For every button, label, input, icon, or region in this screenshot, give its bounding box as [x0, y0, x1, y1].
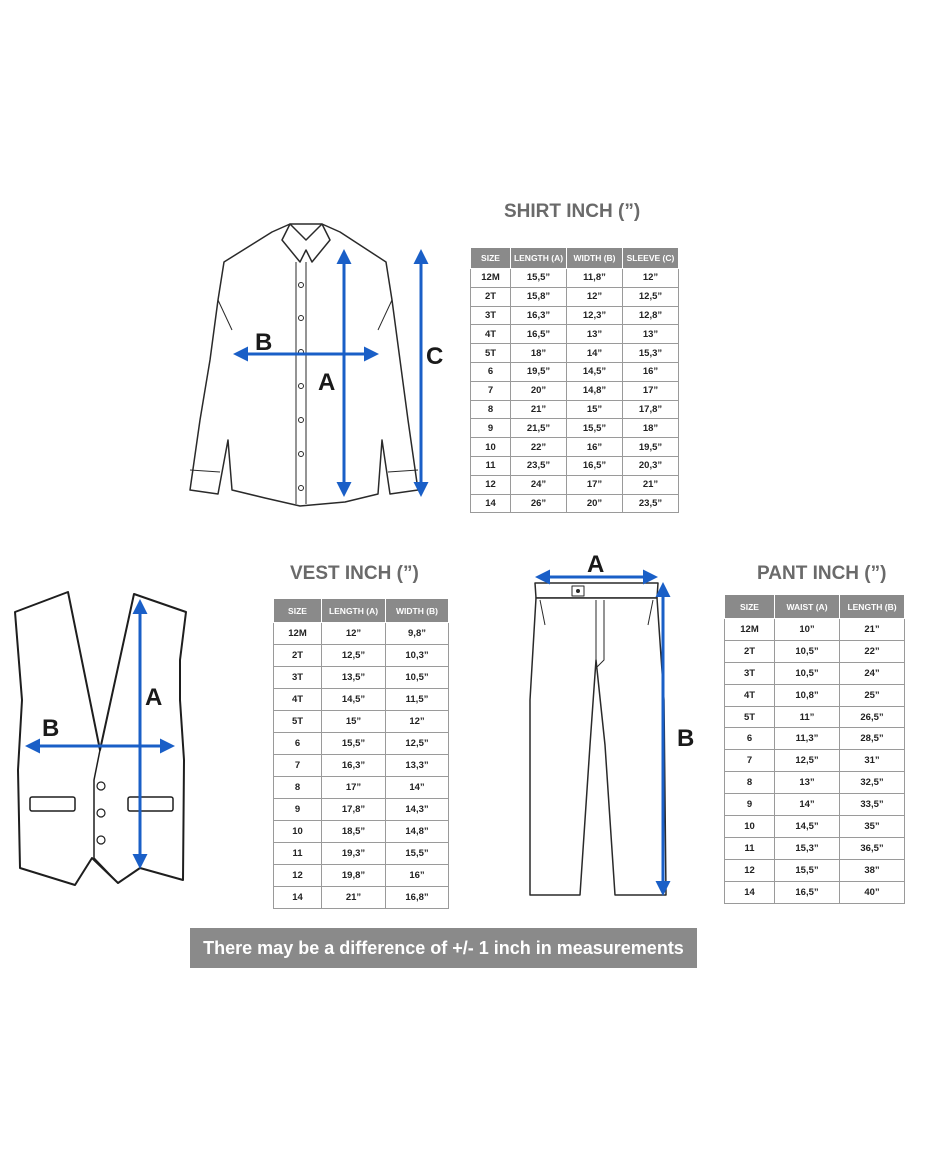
size-cell: 12 — [471, 475, 511, 494]
column-header: SIZE — [274, 599, 322, 623]
value-cell: 24” — [511, 475, 567, 494]
size-cell: 14 — [471, 494, 511, 513]
vest-pocket-left — [30, 797, 75, 811]
value-cell: 14,5” — [322, 689, 386, 711]
value-cell: 16,3” — [511, 306, 567, 325]
column-header: SLEEVE (C) — [623, 248, 679, 269]
size-cell: 4T — [471, 325, 511, 344]
table-row — [725, 794, 905, 816]
table-row — [274, 799, 449, 821]
value-cell: 15,5” — [775, 859, 840, 881]
table-row — [471, 269, 679, 288]
size-cell: 2T — [725, 640, 775, 662]
table-row — [274, 667, 449, 689]
value-cell: 17” — [322, 777, 386, 799]
value-cell: 21” — [511, 400, 567, 419]
size-cell: 3T — [274, 667, 322, 689]
value-cell: 24” — [840, 662, 905, 684]
value-cell: 10,5” — [775, 662, 840, 684]
value-cell: 28,5” — [840, 728, 905, 750]
vest-title: VEST INCH (”) — [290, 563, 419, 584]
size-cell: 11 — [274, 843, 322, 865]
value-cell: 26” — [511, 494, 567, 513]
table-row — [725, 837, 905, 859]
table-row — [274, 733, 449, 755]
value-cell: 16” — [623, 362, 679, 381]
value-cell: 12,5” — [322, 645, 386, 667]
value-cell: 22” — [511, 438, 567, 457]
pant-legs — [530, 598, 666, 895]
table-row — [274, 777, 449, 799]
value-cell: 19,5” — [511, 362, 567, 381]
table-row — [471, 381, 679, 400]
shirt-title: SHIRT INCH (”) — [504, 201, 641, 222]
value-cell: 12,5” — [623, 287, 679, 306]
table-header-row — [274, 599, 449, 623]
value-cell: 13” — [623, 325, 679, 344]
value-cell: 14,8” — [386, 821, 449, 843]
value-cell: 12” — [623, 269, 679, 288]
size-cell: 14 — [274, 887, 322, 909]
value-cell: 14” — [386, 777, 449, 799]
value-cell: 15,3” — [775, 837, 840, 859]
table-row — [274, 645, 449, 667]
value-cell: 22” — [840, 640, 905, 662]
size-cell: 8 — [725, 772, 775, 794]
size-cell: 10 — [274, 821, 322, 843]
size-cell: 10 — [471, 438, 511, 457]
vest-label-a: A — [145, 684, 163, 711]
shirt-label-b: B — [255, 329, 273, 356]
size-cell: 6 — [471, 362, 511, 381]
value-cell: 26,5” — [840, 706, 905, 728]
value-cell: 14” — [567, 344, 623, 363]
table-row — [725, 859, 905, 881]
column-header: WIDTH (B) — [386, 599, 449, 623]
value-cell: 14,3” — [386, 799, 449, 821]
table-row — [274, 843, 449, 865]
value-cell: 14,5” — [775, 816, 840, 838]
value-cell: 16,8” — [386, 887, 449, 909]
value-cell: 10,8” — [775, 684, 840, 706]
value-cell: 18,5” — [322, 821, 386, 843]
table-row — [725, 772, 905, 794]
column-header: WIDTH (B) — [567, 248, 623, 269]
size-cell: 11 — [471, 456, 511, 475]
value-cell: 17,8” — [623, 400, 679, 419]
value-cell: 12” — [322, 623, 386, 645]
table-row — [471, 287, 679, 306]
size-cell: 7 — [725, 750, 775, 772]
value-cell: 10” — [775, 619, 840, 641]
vest-pocket-right — [128, 797, 173, 811]
size-cell: 9 — [725, 794, 775, 816]
shirt-size-table — [470, 247, 679, 513]
table-row — [725, 881, 905, 903]
size-cell: 12M — [725, 619, 775, 641]
value-cell: 10,3” — [386, 645, 449, 667]
value-cell: 33,5” — [840, 794, 905, 816]
table-row — [725, 640, 905, 662]
size-cell: 4T — [274, 689, 322, 711]
size-cell: 12M — [471, 269, 511, 288]
table-row — [471, 419, 679, 438]
shirt-label-a: A — [318, 369, 336, 396]
value-cell: 21” — [840, 619, 905, 641]
size-cell: 14 — [725, 881, 775, 903]
vest-illustration — [15, 592, 186, 885]
size-cell: 10 — [725, 816, 775, 838]
table-header-row — [471, 248, 679, 269]
column-header: LENGTH (A) — [322, 599, 386, 623]
value-cell: 15,5” — [567, 419, 623, 438]
shirt-label-c: C — [426, 343, 444, 370]
value-cell: 15” — [322, 711, 386, 733]
value-cell: 15,5” — [386, 843, 449, 865]
table-row — [725, 706, 905, 728]
value-cell: 16,5” — [567, 456, 623, 475]
pant-label-a: A — [587, 551, 605, 578]
value-cell: 18” — [623, 419, 679, 438]
column-header: SIZE — [471, 248, 511, 269]
value-cell: 21” — [623, 475, 679, 494]
value-cell: 16” — [567, 438, 623, 457]
table-row — [725, 662, 905, 684]
value-cell: 15,8” — [511, 287, 567, 306]
table-row — [274, 623, 449, 645]
value-cell: 23,5” — [623, 494, 679, 513]
table-row — [471, 344, 679, 363]
size-cell: 6 — [274, 733, 322, 755]
table-row — [725, 750, 905, 772]
table-row — [725, 684, 905, 706]
size-cell: 9 — [274, 799, 322, 821]
column-header: SIZE — [725, 595, 775, 619]
shirt-body — [190, 224, 418, 506]
table-header-row — [725, 595, 905, 619]
size-cell: 5T — [274, 711, 322, 733]
size-cell: 8 — [274, 777, 322, 799]
table-row — [471, 475, 679, 494]
value-cell: 12,5” — [386, 733, 449, 755]
value-cell: 20,3” — [623, 456, 679, 475]
size-cell: 12 — [274, 865, 322, 887]
value-cell: 17” — [567, 475, 623, 494]
value-cell: 38” — [840, 859, 905, 881]
size-cell: 9 — [471, 419, 511, 438]
size-cell: 3T — [725, 662, 775, 684]
value-cell: 13” — [775, 772, 840, 794]
vest-label-b: B — [42, 715, 60, 742]
size-cell: 8 — [471, 400, 511, 419]
value-cell: 21,5” — [511, 419, 567, 438]
pant-size-table — [724, 594, 905, 904]
column-header: LENGTH (B) — [840, 595, 905, 619]
value-cell: 14,5” — [567, 362, 623, 381]
value-cell: 15,5” — [511, 269, 567, 288]
value-cell: 12” — [386, 711, 449, 733]
value-cell: 16,5” — [775, 881, 840, 903]
shirt-illustration — [190, 224, 418, 506]
value-cell: 40” — [840, 881, 905, 903]
table-row — [725, 728, 905, 750]
table-row — [274, 711, 449, 733]
size-cell: 12M — [274, 623, 322, 645]
value-cell: 13,5” — [322, 667, 386, 689]
value-cell: 32,5” — [840, 772, 905, 794]
value-cell: 18” — [511, 344, 567, 363]
table-row — [725, 619, 905, 641]
value-cell: 16,3” — [322, 755, 386, 777]
size-cell: 12 — [725, 859, 775, 881]
value-cell: 15,5” — [322, 733, 386, 755]
value-cell: 13” — [567, 325, 623, 344]
value-cell: 12,8” — [623, 306, 679, 325]
pant-title: PANT INCH (”) — [757, 563, 887, 584]
value-cell: 23,5” — [511, 456, 567, 475]
size-cell: 5T — [471, 344, 511, 363]
column-header: LENGTH (A) — [511, 248, 567, 269]
size-cell: 7 — [274, 755, 322, 777]
value-cell: 15” — [567, 400, 623, 419]
table-row — [471, 325, 679, 344]
table-row — [725, 816, 905, 838]
value-cell: 17” — [623, 381, 679, 400]
value-cell: 31” — [840, 750, 905, 772]
value-cell: 20” — [567, 494, 623, 513]
value-cell: 25” — [840, 684, 905, 706]
table-row — [471, 456, 679, 475]
table-row — [471, 400, 679, 419]
value-cell: 15,3” — [623, 344, 679, 363]
table-row — [274, 689, 449, 711]
table-row — [274, 887, 449, 909]
size-cell: 2T — [471, 287, 511, 306]
value-cell: 12,3” — [567, 306, 623, 325]
measurement-note: There may be a difference of +/- 1 inch in measurements — [190, 928, 697, 968]
table-row — [274, 821, 449, 843]
pant-illustration — [530, 583, 666, 895]
size-cell: 3T — [471, 306, 511, 325]
pant-waistband — [535, 583, 658, 598]
value-cell: 36,5” — [840, 837, 905, 859]
size-cell: 7 — [471, 381, 511, 400]
value-cell: 10,5” — [386, 667, 449, 689]
value-cell: 16,5” — [511, 325, 567, 344]
value-cell: 13,3” — [386, 755, 449, 777]
table-row — [274, 755, 449, 777]
value-cell: 9,8” — [386, 623, 449, 645]
size-cell: 11 — [725, 837, 775, 859]
value-cell: 35” — [840, 816, 905, 838]
value-cell: 11,5” — [386, 689, 449, 711]
value-cell: 11,8” — [567, 269, 623, 288]
value-cell: 12” — [567, 287, 623, 306]
value-cell: 14” — [775, 794, 840, 816]
value-cell: 20” — [511, 381, 567, 400]
size-cell: 5T — [725, 706, 775, 728]
value-cell: 16” — [386, 865, 449, 887]
value-cell: 11” — [775, 706, 840, 728]
size-cell: 4T — [725, 684, 775, 706]
value-cell: 14,8” — [567, 381, 623, 400]
value-cell: 11,3” — [775, 728, 840, 750]
value-cell: 17,8” — [322, 799, 386, 821]
value-cell: 19,5” — [623, 438, 679, 457]
table-row — [471, 362, 679, 381]
value-cell: 12,5” — [775, 750, 840, 772]
column-header: WAIST (A) — [775, 595, 840, 619]
table-row — [471, 306, 679, 325]
table-row — [471, 494, 679, 513]
table-row — [274, 865, 449, 887]
size-cell: 2T — [274, 645, 322, 667]
size-cell: 6 — [725, 728, 775, 750]
vest-size-table — [273, 598, 449, 909]
value-cell: 19,3” — [322, 843, 386, 865]
value-cell: 19,8” — [322, 865, 386, 887]
value-cell: 21” — [322, 887, 386, 909]
table-row — [471, 438, 679, 457]
value-cell: 10,5” — [775, 640, 840, 662]
pant-label-b: B — [677, 725, 695, 752]
